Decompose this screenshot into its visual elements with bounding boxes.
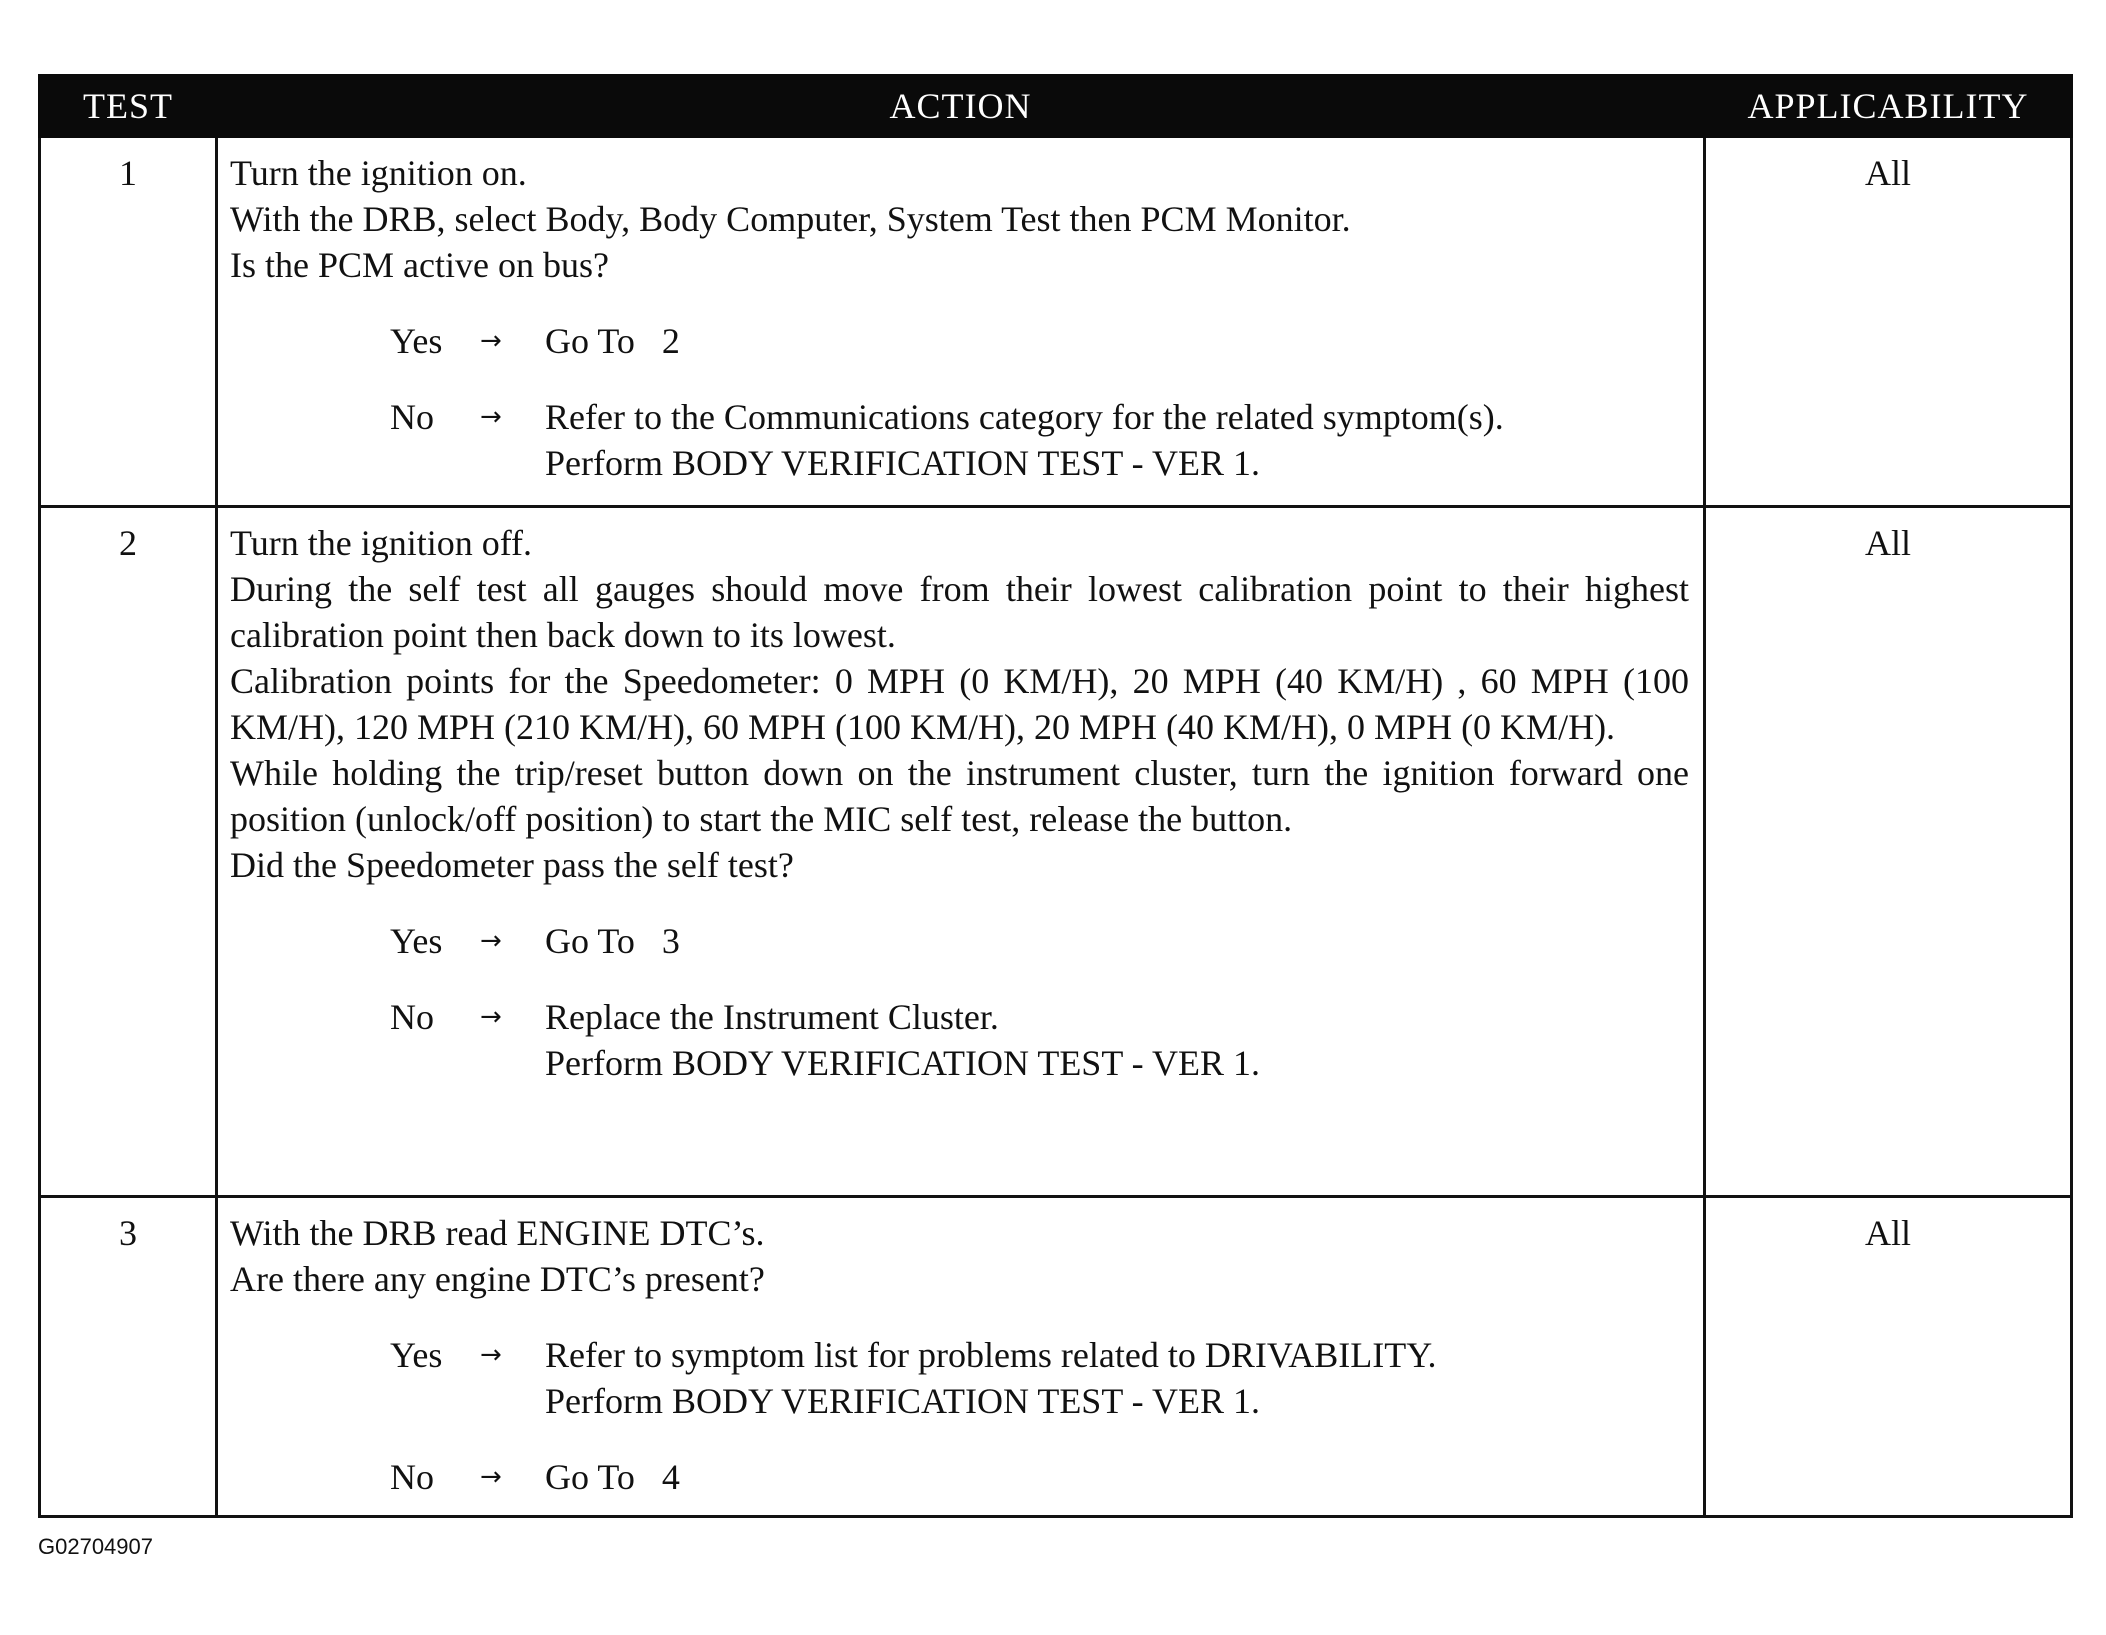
branch-result-line: Refer to symptom list for problems related to DRIVABILITY. <box>545 1335 1437 1375</box>
branch-result-line: Go To 3 <box>545 921 680 961</box>
action-line: Did the Speedometer pass the self test? <box>230 845 794 885</box>
branch-result <box>545 1332 1689 1424</box>
action-instructions <box>230 150 1689 288</box>
branch-yes <box>230 1332 1689 1424</box>
arrow-right-icon: → <box>480 326 502 356</box>
action-line: Are there any engine DTC’s present? <box>230 1259 765 1299</box>
branch-label: Yes <box>390 921 443 961</box>
diagnostic-test-table <box>38 74 2073 1518</box>
branch-result <box>545 318 1689 364</box>
branch-result-line: Perform BODY VERIFICATION TEST - VER 1. <box>545 1381 1261 1421</box>
header-test: TEST <box>40 76 217 137</box>
branch-result <box>545 994 1689 1086</box>
branch-result <box>545 1454 1689 1500</box>
branch-no <box>230 1454 1689 1500</box>
action-cell <box>217 1197 1705 1517</box>
test-number: 2 <box>40 507 217 1197</box>
branch-result-line: Go To 2 <box>545 321 680 361</box>
branch-label: Yes <box>390 321 443 361</box>
applicability-value: All <box>1705 137 2072 507</box>
branch-yes <box>230 918 1689 964</box>
branch-label: No <box>390 997 434 1037</box>
branch-result <box>545 918 1689 964</box>
applicability-value: All <box>1705 507 2072 1197</box>
figure-id: G02704907 <box>38 1534 153 1559</box>
table-header-row <box>40 76 2072 137</box>
branch-label: No <box>390 397 434 437</box>
action-instructions <box>230 1210 1689 1302</box>
arrow-right-icon: → <box>480 926 502 956</box>
branch-result-line: Go To 4 <box>545 1457 680 1497</box>
action-line: With the DRB read ENGINE DTC’s. <box>230 1213 765 1253</box>
action-line: Is the PCM active on bus? <box>230 245 609 285</box>
test-number: 1 <box>40 137 217 507</box>
action-line: Turn the ignition off. <box>230 523 533 563</box>
branch-label: No <box>390 1457 434 1497</box>
branch-no <box>230 994 1689 1086</box>
test-number: 3 <box>40 1197 217 1517</box>
action-line: With the DRB, select Body, Body Computer, System Test then PCM Monitor. <box>230 199 1351 239</box>
action-line: Calibration points for the Speedometer: 0 MPH (0 KM/H), 20 MPH (40 KM/H) , 60 MPH (100 KM/H), 120 MPH (210 KM/H), 60 MPH (100 KM/H), 20 MPH (40 KM/H), 0 MPH (0 KM/H). <box>230 661 1689 747</box>
arrow-right-icon: → <box>480 1462 502 1492</box>
arrow-right-icon: → <box>480 1340 502 1370</box>
branch-result-line: Replace the Instrument Cluster. <box>545 997 999 1037</box>
branch-no <box>230 394 1689 486</box>
action-line: During the self test all gauges should move from their lowest calibration point to their highest calibration point then back down to its lowest. <box>230 569 1689 655</box>
branch-result-line: Perform BODY VERIFICATION TEST - VER 1. <box>545 1043 1261 1083</box>
arrow-right-icon: → <box>480 402 502 432</box>
branch-list <box>230 318 1689 486</box>
action-cell <box>217 507 1705 1197</box>
branch-result <box>545 394 1689 486</box>
branch-yes <box>230 318 1689 364</box>
branch-label: Yes <box>390 1335 443 1375</box>
action-cell <box>217 137 1705 507</box>
table-row <box>40 137 2072 507</box>
branch-result-line: Perform BODY VERIFICATION TEST - VER 1. <box>545 443 1261 483</box>
header-applicability: APPLICABILITY <box>1705 76 2072 137</box>
branch-list <box>230 918 1689 1086</box>
action-instructions <box>230 520 1689 888</box>
table-row <box>40 507 2072 1197</box>
arrow-right-icon: → <box>480 1002 502 1032</box>
action-line: Turn the ignition on. <box>230 153 527 193</box>
branch-result-line: Refer to the Communications category for the related symptom(s). <box>545 397 1504 437</box>
action-line: While holding the trip/reset button down on the instrument cluster, turn the ignition forward one position (unlock/off position) to start the MIC self test, release the button. <box>230 753 1689 839</box>
branch-list <box>230 1332 1689 1500</box>
applicability-value: All <box>1705 1197 2072 1517</box>
header-action: ACTION <box>217 76 1705 137</box>
table-row <box>40 1197 2072 1517</box>
